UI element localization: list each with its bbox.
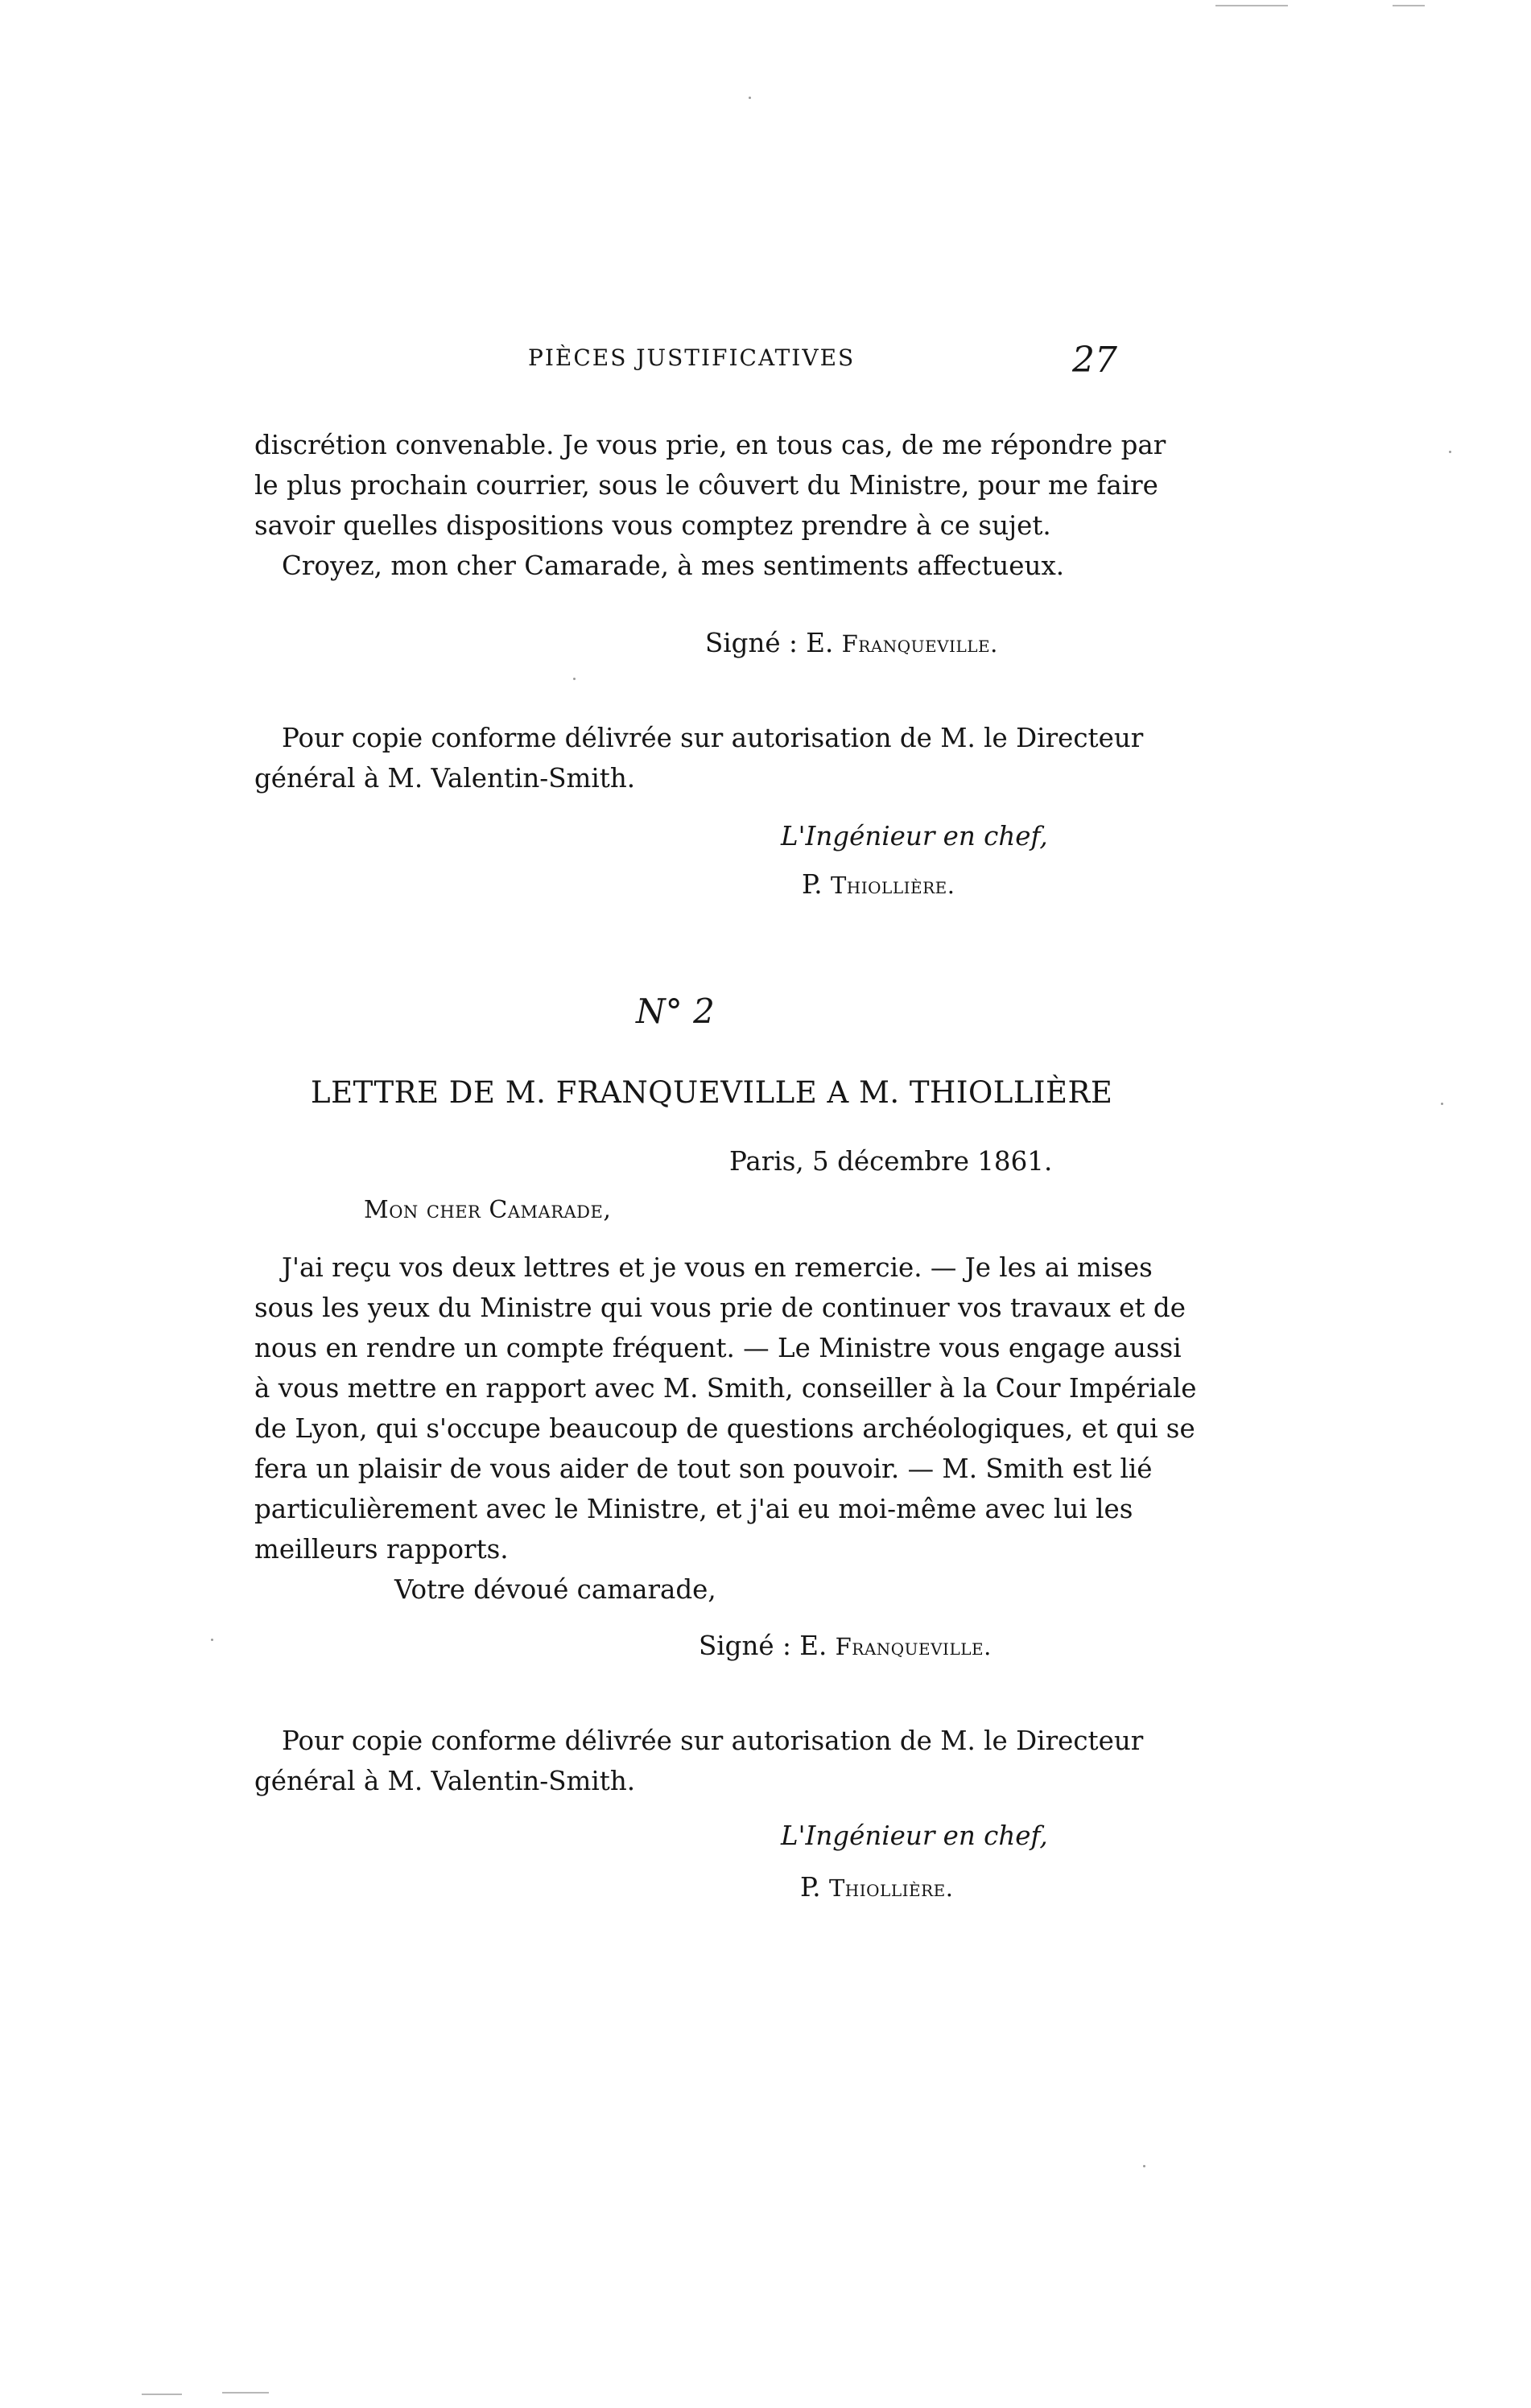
signature [699,1631,992,1661]
text-line: discrétion convenable. Je vous prie, en tous cas, de me répondre par [254,430,1166,460]
scan-rule-bottom [222,2392,269,2394]
scan-speck [1449,451,1451,453]
signature-prefix: Signé : E. [705,628,842,658]
text-line: de Lyon, qui s'occupe beaucoup de questions archéologiques, et qui se [254,1413,1195,1444]
scan-rule-top [1215,5,1288,6]
text-line: Pour copie conforme délivrée sur autorisation de M. le Directeur [282,1726,1144,1756]
engineer-signature [802,869,955,900]
copy-certification [254,718,1144,798]
text-line: savoir quelles dispositions vous comptez prendre à ce sujet. [254,510,1051,541]
text-line: Pour copie conforme délivrée sur autorisation de M. le Directeur [282,723,1144,753]
scan-rule-bottom-left [142,2394,182,2395]
running-title: PIÈCES JUSTIFICATIVES [528,344,856,371]
engineer-title: L'Ingénieur en chef, [781,1820,1048,1851]
engineer-name: Thiollière. [830,872,955,899]
signature-name: Franqueville. [841,630,998,658]
scan-speck [1441,1103,1443,1105]
text-line: meilleurs rapports. [254,1534,509,1565]
signature [705,628,998,658]
text-line: nous en rendre un compte fréquent. — Le Ministre vous engage aussi [254,1333,1182,1363]
engineer-title: L'Ingénieur en chef, [781,821,1048,851]
letter-continuation [254,425,1166,586]
scan-rule-top-right [1393,5,1425,6]
text-line: général à M. Valentin-Smith. [254,1766,636,1796]
page-number: 27 [1072,340,1117,381]
closing-line: Votre dévoué camarade, [394,1574,716,1605]
text-line: sous les yeux du Ministre qui vous prie de continuer vos travaux et de [254,1293,1186,1323]
scan-speck [1143,2165,1145,2167]
text-line: général à M. Valentin-Smith. [254,763,636,794]
scan-speck [573,678,576,680]
text-line: J'ai reçu vos deux lettres et je vous en remercie. — Je les ai mises [282,1252,1153,1283]
text-line: particulièrement avec le Ministre, et j'ai eu moi-même avec lui les [254,1494,1133,1524]
engineer-prefix: P. [800,1872,829,1903]
engineer-prefix: P. [802,869,831,900]
engineer-signature [800,1872,953,1903]
scan-speck [749,97,751,99]
page-header [254,340,1117,393]
signature-name: Franqueville. [835,1633,992,1660]
letter-body [254,1247,1197,1569]
salutation: Mon cher Camarade, [364,1196,612,1224]
letter-title: LETTRE DE M. FRANQUEVILLE A M. THIOLLIÈRE [311,1075,1113,1110]
engineer-name: Thiollière. [828,1874,954,1902]
text-line: le plus prochain courrier, sous le côuvert du Ministre, pour me faire [254,470,1158,501]
copy-certification [254,1721,1144,1801]
signature-prefix: Signé : E. [699,1631,836,1661]
dateline: Paris, 5 décembre 1861. [729,1146,1053,1177]
scan-speck [211,1639,213,1641]
letter-number: N° 2 [636,992,715,1031]
closing-line: Croyez, mon cher Camarade, à mes sentiments affectueux. [282,550,1065,581]
text-line: fera un plaisir de vous aider de tout son pouvoir. — M. Smith est lié [254,1453,1153,1484]
text-line: à vous mettre en rapport avec M. Smith, conseiller à la Cour Impériale [254,1373,1197,1404]
